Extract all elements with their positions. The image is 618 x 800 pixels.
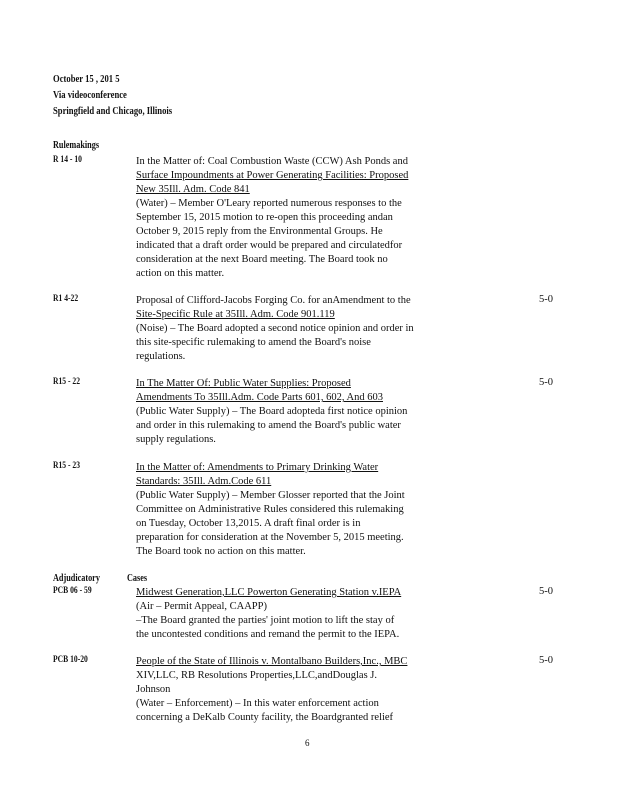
item-text-line: Committee on Administrative Rules considered this rulemaking — [136, 504, 404, 515]
item-body — [136, 586, 450, 642]
vote-tally: 5-0 — [539, 377, 553, 388]
vote-tally: 5-0 — [539, 586, 553, 597]
item-text-line: XIV,LLC, RB Resolutions Properties,LLC,andDouglas J. — [136, 670, 378, 681]
section-rulemakings: Rulemakings — [53, 140, 100, 151]
item-text-line: this site-specific rulemaking to amend the Board's noise — [136, 337, 371, 348]
page-number: 6 — [305, 738, 310, 748]
item-title-line: Midwest Generation,LLC Powerton Generating Station v.IEPA — [136, 587, 402, 598]
item-text-line: indicated that a draft order would be prepared and circulatedfor — [136, 240, 403, 251]
docket-number: R15 - 22 — [53, 377, 81, 387]
item-text-line: preparation for consideration at the November 5, 2015 meeting. — [136, 532, 404, 543]
item-title-line: Site-Specific Rule at 35Ill. Adm. Code 901.119 — [136, 309, 335, 320]
item-text-line: and order in this rulemaking to amend the Board's public water — [136, 420, 401, 431]
item-text-line: (Air – Permit Appeal, CAAPP) — [136, 601, 267, 612]
item-title-line: In the Matter of: Coal Combustion Waste (CCW) Ash Ponds and — [136, 156, 408, 167]
item-text-line: (Noise) – The Board adopted a second notice opinion and order in — [136, 323, 414, 334]
docket-number: R 14 - 10 — [53, 155, 82, 165]
item-title-line: Standards: 35Ill. Adm.Code 611 — [136, 476, 272, 487]
item-body — [136, 655, 450, 725]
item-text-line: September 15, 2015 motion to re-open this proceeding andan — [136, 212, 393, 223]
item-text-line: (Water – Enforcement) – In this water enforcement action — [136, 698, 379, 709]
item-text-line: on Tuesday, October 13,2015. A draft final order is in — [136, 518, 361, 529]
item-text-line: consideration at the next Board meeting. The Board took no — [136, 254, 388, 265]
vote-tally: 5-0 — [539, 655, 553, 666]
item-text-line: regulations. — [136, 351, 186, 362]
item-title-line: In the Matter of: Amendments to Primary Drinking Water — [136, 462, 379, 473]
docket-number: PCB 10-20 — [53, 655, 88, 665]
meeting-location: Springfield and Chicago, Illinois — [53, 106, 173, 117]
meeting-date: October 15 , 201 5 — [53, 74, 120, 85]
item-text-line: action on this matter. — [136, 268, 225, 279]
item-text-line: (Public Water Supply) – Member Glosser reported that the Joint — [136, 490, 405, 501]
section-adjudicatory: Adjudicatory — [53, 573, 100, 584]
item-body — [136, 377, 450, 447]
item-text-line: the uncontested conditions and remand the permit to the IEPA. — [136, 629, 400, 640]
docket-number: PCB 06 - 59 — [53, 586, 92, 596]
item-title-line: Amendments To 35Ill.Adm. Code Parts 601, 602, And 603 — [136, 392, 383, 403]
item-text-line: concerning a DeKalb County facility, the Boardgranted relief — [136, 712, 394, 723]
item-title-line: New 35Ill. Adm. Code 841 — [136, 184, 250, 195]
meeting-via: Via videoconference — [53, 90, 127, 101]
item-body — [136, 461, 450, 559]
docket-number: R15 - 23 — [53, 461, 81, 471]
item-text-line: (Water) – Member O'Leary reported numerous responses to the — [136, 198, 402, 209]
item-title-line: People of the State of Illinois v. Montalbano Builders,Inc., MBC — [136, 656, 408, 667]
docket-number: R1 4-22 — [53, 294, 79, 304]
item-title-line: Proposal of Clifford-Jacobs Forging Co. for anAmendment to the — [136, 295, 411, 306]
item-text-line: October 9, 2015 reply from the Environmental Groups. He — [136, 226, 383, 237]
item-title-line: Surface Impoundments at Power Generating Facilities: Proposed — [136, 170, 409, 181]
item-text-line: Johnson — [136, 684, 171, 695]
item-title-line: In The Matter Of: Public Water Supplies: Proposed — [136, 378, 351, 389]
item-text-line: (Public Water Supply) – The Board adopteda first notice opinion — [136, 406, 408, 417]
section-cases: Cases — [127, 573, 148, 584]
vote-tally: 5-0 — [539, 294, 553, 305]
item-text-line: supply regulations. — [136, 434, 216, 445]
item-body — [136, 294, 450, 364]
item-body — [136, 155, 450, 281]
item-text-line: The Board took no action on this matter. — [136, 546, 306, 557]
item-text-line: –The Board granted the parties' joint motion to lift the stay of — [136, 615, 395, 626]
